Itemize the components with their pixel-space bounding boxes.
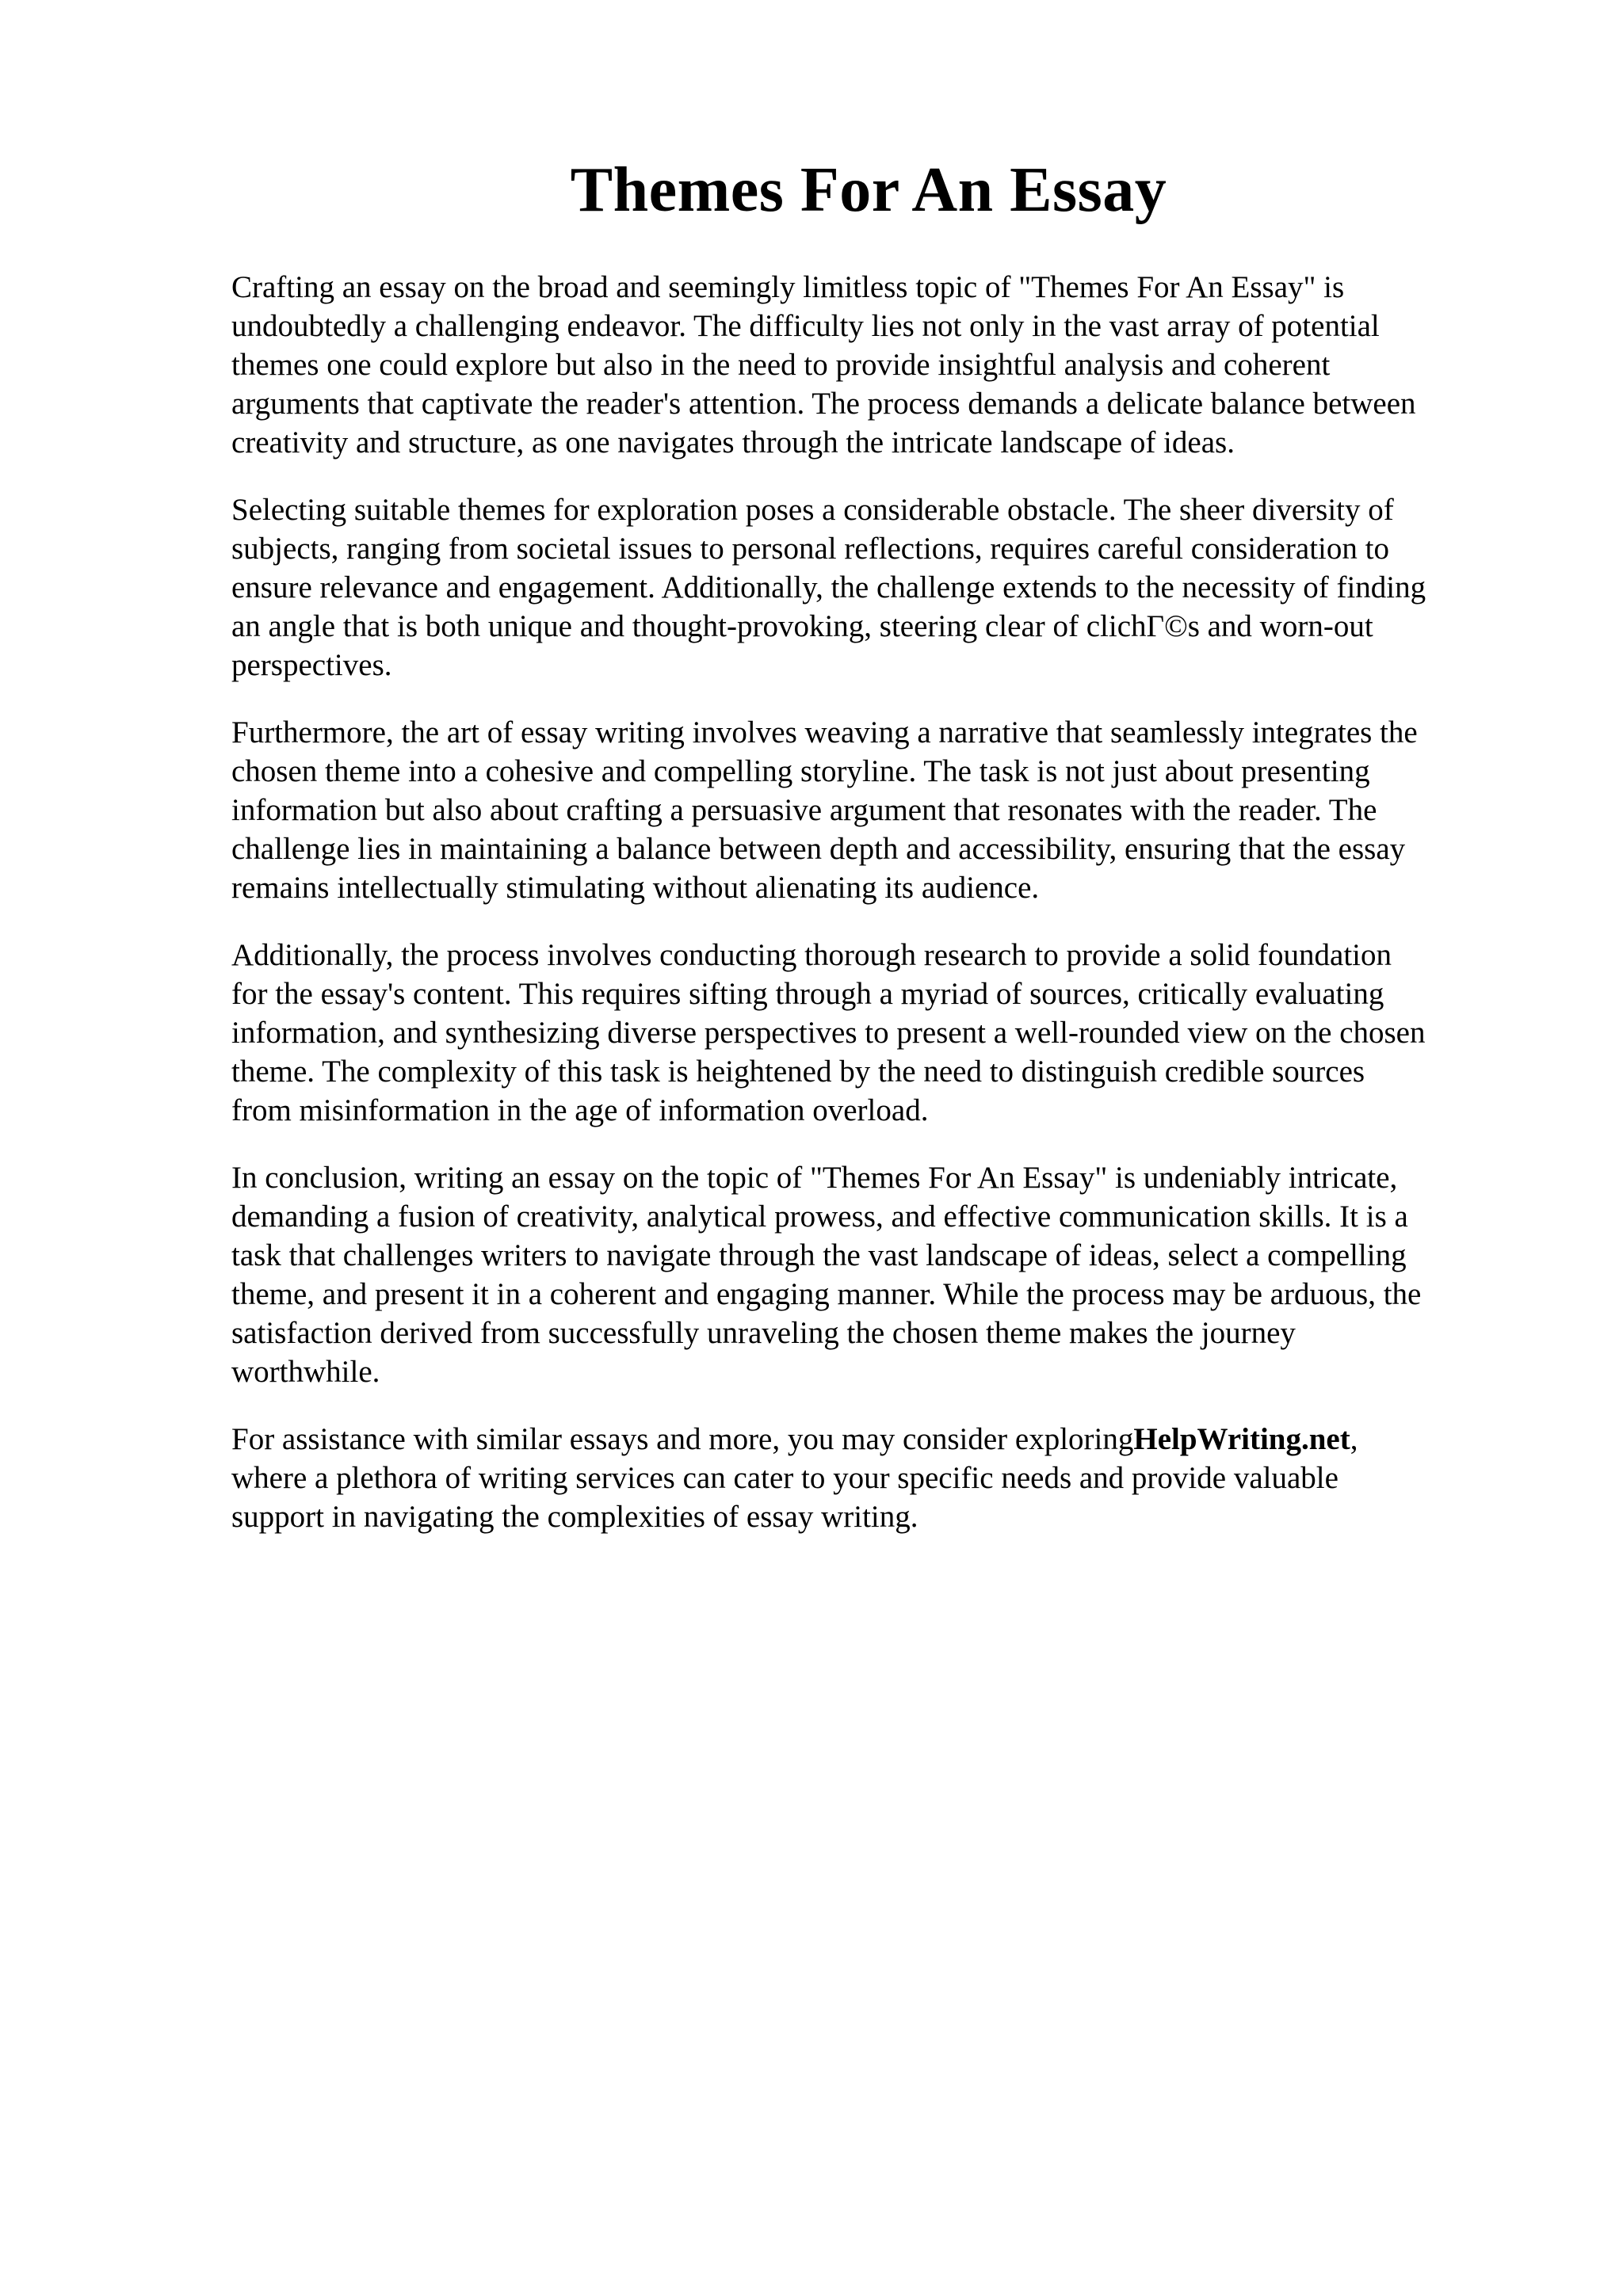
page-title: Themes For An Essay <box>570 155 1167 225</box>
closing-text-after: , where a plethora of writing services can cater to your specific needs and provide valuable support in navigating the complexities of essay writing. <box>231 1422 1358 1534</box>
paragraph-conclusion: In conclusion, writing an essay on the topic of "Themes For An Essay" is undeniably intricate, demanding a fusion of creativity, analytical prowess, and effective communication skills. It is a task that challenges writers to navigate through the vast landscape of ideas, select a compelling theme, and present it in a coherent and engaging manner. While the process may be arduous, the satisfaction derived from successfully unraveling the chosen theme makes the journey worthwhile. <box>231 1161 1422 1389</box>
paragraph-narrative: Furthermore, the art of essay writing involves weaving a narrative that seamlessly integrates the chosen theme into a cohesive and compelling storyline. The task is not just about presenting information but also about crafting a persuasive argument that resonates with the reader. The challenge lies in maintaining a balance between depth and accessibility, ensuring that the essay remains intellectually stimulating without alienating its audience. <box>231 715 1418 905</box>
paragraph-intro: Crafting an essay on the broad and seemingly limitless topic of "Themes For An Essay" is undoubtedly a challenging endeavor. The difficulty lies not only in the vast array of potential themes one could explore but also in the need to provide insightful analysis and coherent arguments that captivate the reader's attention. The process demands a delicate balance between creativity and structure, as one navigates through the intricate landscape of ideas. <box>231 270 1416 460</box>
essay-body <box>231 268 1515 1565</box>
closing-text-before: For assistance with similar essays and more, you may consider exploring <box>231 1422 1134 1456</box>
helpwriting-link[interactable]: HelpWriting.net <box>1133 1422 1350 1456</box>
paragraph-closing <box>231 1420 1515 1536</box>
paragraph-themes: Selecting suitable themes for exploration poses a considerable obstacle. The sheer diversity of subjects, ranging from societal issues to personal reflections, requires careful consideration to ensure relevance and engagement. Additionally, the challenge extends to the necessity of finding an angle that is both unique and thought-provoking, steering clear of clichΓ©s and worn-out perspectives. <box>231 493 1426 682</box>
paragraph-research: Additionally, the process involves conducting thorough research to provide a solid foundation for the essay's content. This requires sifting through a myriad of sources, critically evaluating information, and synthesizing diverse perspectives to present a well-rounded view on the chosen theme. The complexity of this task is heightened by the need to distinguish credible sources from misinformation in the age of information overload. <box>231 938 1426 1127</box>
